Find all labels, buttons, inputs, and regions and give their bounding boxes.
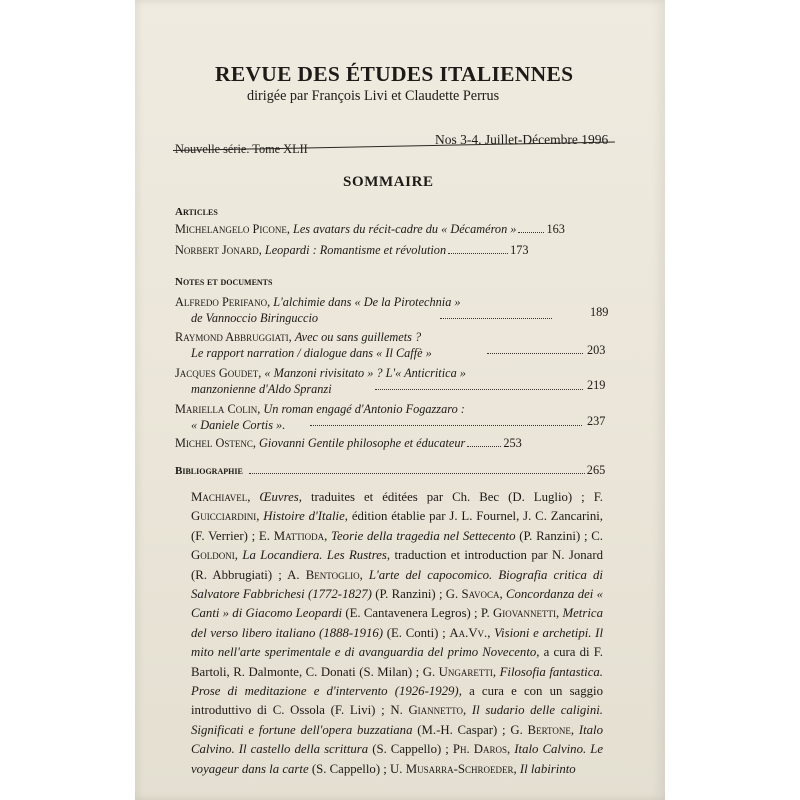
entry-title-continued: de Vannoccio Biringuccio: [191, 311, 319, 325]
issue-info: Nos 3-4. Juillet-Décembre 1996: [435, 132, 609, 147]
toc-entry[interactable]: [175, 366, 466, 381]
reviewed-title: Teorie della tragedia nel Settecento: [331, 528, 516, 543]
contents-title: SOMMAIRE: [343, 174, 434, 190]
entry-title-continued: Le rapport narration / dialogue dans « Il Caffè »: [191, 346, 432, 360]
reviewed-author: Bentoglio,: [305, 567, 363, 582]
reviewed-title: L'arte del capocomico. Biografia critica di Salvatore Fabbrichesi (1772-1827): [191, 567, 603, 602]
dot-leader: [448, 253, 508, 254]
reviewed-title: Il sudario delle caligini. Significati e fortune dell'opera buzzatiana: [191, 703, 603, 737]
entry-page: 237: [587, 414, 606, 428]
entry-title: Les avatars du récit-cadre du « Décaméron »: [292, 222, 517, 236]
review-text: (S. Cappello) ; U.: [308, 761, 406, 776]
journal-editors: dirigée par François Livi et Claudette Perrus: [247, 88, 500, 104]
entry-author: Raymond Abbruggiati,: [175, 330, 292, 344]
review-text: , traduction et introduction par N. Jonard (R. Abbrugiati) ; A.: [191, 548, 603, 582]
entry-title: Leopardi : Romantisme et révolution: [264, 243, 447, 257]
entry-author: Norbert Jonard,: [175, 243, 262, 257]
toc-entry[interactable]: [175, 402, 465, 417]
entry-page: 189: [590, 305, 609, 319]
review-text: , traduites et éditées par Ch. Bec (D. Luglio) ; F.: [298, 490, 603, 504]
entry-title: Un roman engagé d'Antonio Fogazzaro :: [263, 402, 465, 416]
reviewed-author: Ph. Daros,: [452, 742, 511, 757]
entry-page: 265: [586, 463, 606, 477]
section-heading-articles: Articles: [175, 206, 218, 218]
toc-entry[interactable]: [175, 243, 529, 258]
review-text: , a cura di F. Bartoli, R. Dalmonte, C. Donati (S. Milan) ; G.: [191, 645, 603, 679]
reviewed-title: La Locandiera. Les Rustres: [242, 548, 387, 563]
reviewed-author: Ungaretti,: [438, 664, 497, 679]
reviewed-title: Italo Calvino. Il castello della scrittura: [191, 722, 603, 757]
review-text: (P. Ranzini) ; G.: [371, 587, 462, 602]
review-text: (S. Cappello) ;: [368, 742, 453, 757]
toc-entry[interactable]: [175, 222, 565, 237]
review-text: (E. Conti) ;: [383, 625, 450, 640]
bibliographie-label: Bibliographie: [175, 465, 243, 477]
reviewed-title: Visioni e archetipi. Il mito nell'arte sperimentale e di avanguardia del primo Novecento: [191, 625, 603, 660]
entry-page: 173: [510, 243, 529, 257]
dot-leader: [249, 473, 585, 474]
entry-author: Alfredo Perifano,: [175, 295, 271, 309]
reviewed-author: Bertone,: [527, 722, 575, 737]
reviewed-author: Giovannetti,: [492, 606, 560, 621]
review-text: , a cura e con un saggio introduttivo di C. Ossola (F. Livi) ; N.: [191, 684, 603, 718]
review-text: (E. Cantavenera Legros) ; P.: [342, 606, 493, 621]
section-heading-notes: Notes et documents: [175, 276, 273, 288]
reviewed-title: Filosofia fantastica. Prose di meditazione e d'intervento (1926-1929): [191, 664, 604, 699]
toc-entry[interactable]: [175, 436, 522, 451]
series-info: Nouvelle série. Tome XLII: [175, 142, 308, 156]
toc-entry[interactable]: [175, 330, 421, 345]
reviewed-title: Metrica del verso libero italiano (1888-1916): [191, 606, 603, 640]
reviewed-author: Machiavel,: [191, 490, 251, 504]
reviewed-author: Giannetto,: [408, 703, 467, 718]
entry-title: Avec ou sans guillemets ?: [294, 330, 422, 344]
reviewed-title: Il labirinto: [519, 761, 576, 776]
entry-author: Jacques Goudet,: [175, 366, 262, 380]
entry-page: 253: [503, 436, 522, 450]
entry-title: L'alchimie dans « De la Pirotechnia »: [273, 295, 461, 309]
entry-page: 219: [587, 378, 606, 392]
journal-title: REVUE DES ÉTUDES ITALIENNES: [215, 62, 574, 86]
reviewed-author: Goldoni,: [191, 548, 238, 563]
entry-author: Michel Ostenc,: [175, 436, 256, 450]
dot-leader: [375, 389, 583, 390]
reviewed-author: Aa.Vv.,: [449, 625, 491, 640]
review-text: , édition établie par J. L. Fournel, J. C. Zancarini, (F. Verrier) ; E.: [191, 509, 603, 543]
review-text: (P. Ranzini) ; C.: [515, 528, 604, 543]
review-text: (M.-H. Caspar) ; G.: [412, 722, 528, 737]
entry-page: 203: [587, 343, 606, 357]
reviewed-title: Italo Calvino. Le voyageur dans la carte: [191, 742, 604, 776]
entry-title: Giovanni Gentile philosophe et éducateur: [259, 436, 466, 450]
dot-leader: [467, 446, 501, 447]
toc-entry[interactable]: [175, 295, 461, 310]
bibliography-reviews-list: [191, 488, 603, 779]
dot-leader: [440, 318, 552, 319]
entry-title: « Manzoni rivisitato » ? L'« Anticritica »: [264, 366, 466, 380]
section-heading-bibliographie[interactable]: [175, 463, 605, 478]
entry-page: 163: [546, 222, 565, 236]
reviewed-author: Musarra-Schroeder,: [405, 761, 517, 776]
entry-author: Mariella Colin,: [175, 402, 261, 416]
dot-leader: [487, 353, 583, 354]
reviewed-author: Mattioda,: [273, 528, 328, 543]
reviewed-author: Guicciardini,: [191, 509, 260, 524]
entry-title-continued: « Daniele Cortis ».: [191, 418, 286, 432]
entry-author: Michelangelo Picone,: [175, 222, 290, 236]
dot-leader: [518, 232, 544, 233]
reviewed-title: Œuvres: [259, 490, 299, 504]
dot-leader: [310, 425, 582, 426]
reviewed-author: Savoca,: [461, 587, 503, 602]
reviewed-title: Concordanza dei « Canti » di Giacomo Leopardi: [191, 587, 604, 621]
reviewed-title: Histoire d'Italie: [263, 509, 345, 524]
entry-title-continued: manzonienne d'Aldo Spranzi: [191, 382, 332, 396]
journal-page: [135, 0, 665, 800]
